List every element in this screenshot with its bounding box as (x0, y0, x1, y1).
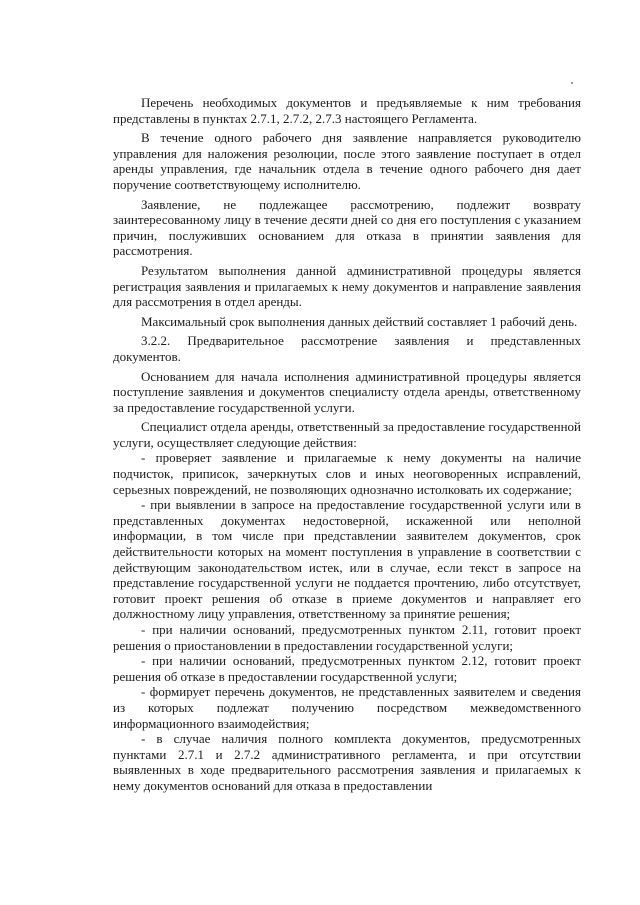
section-heading-3-2-2: 3.2.2. Предварительное рассмотрение заявления и представленных документов. (113, 333, 581, 364)
list-item-refusal-draft: - при выявлении в запросе на предоставление государственной услуги или в представленных документах недостоверной, искаженной или неполной информации, в том числе при представлении заявителем документов, срок действительности которых на момент поступления в управление в соответствии с действующим законодательством истек, или в случае, если текст в запросе на представление государственной услуги не поддается прочтению, либо отсутствует, готовит проект решения об отказе в приеме документов и направляет его должностному лицу управления, ответственному за принятие решения; (113, 497, 581, 622)
paragraph-resolution: В течение одного рабочего дня заявление направляется руководителю управления для наложения резолюции, после этого заявление поступает в отдел аренды управления, где начальник отдела в течение одного рабочего дня дает поручение соответствующему исполнителю. (113, 130, 581, 192)
paragraph-basis: Основанием для начала исполнения административной процедуры является поступление заявления и документов специалисту отдела аренды, ответственному за предоставление государственной услуги. (113, 368, 581, 415)
list-item-suspension-draft: - при наличии оснований, предусмотренных пунктом 2.11, готовит проект решения о приостановлении в предоставлении государственной услуги; (113, 622, 581, 653)
scan-dot (571, 82, 573, 84)
paragraph-documents-list: Перечень необходимых документов и предъявляемые к ним требования представлены в пунктах 2.7.1, 2.7.2, 2.7.3 настоящего Регламента. (113, 95, 581, 126)
document-body (113, 95, 581, 794)
paragraph-specialist-actions: Специалист отдела аренды, ответственный за предоставление государственной услуги, осуществляет следующие действия: (113, 419, 581, 450)
list-item-refusal-service: - при наличии оснований, предусмотренных пунктом 2.12, готовит проект решения об отказе в предоставлении государственной услуги; (113, 653, 581, 684)
list-item-interagency-list: - формирует перечень документов, не представленных заявителем и сведения из которых подлежат получению посредством межведомственного информационного взаимодействия; (113, 684, 581, 731)
paragraph-max-term: Максимальный срок выполнения данных действий составляет 1 рабочий день. (141, 313, 578, 329)
paragraph-return: Заявление, не подлежащее рассмотрению, подлежит возврату заинтересованному лицу в течение десяти дней со дня его поступления с указанием причин, послуживших основанием для отказа в принятии заявления для рассмотрения. (113, 196, 581, 259)
list-item-check-documents: - проверяет заявление и прилагаемые к нему документы на наличие подчисток, приписок, зачеркнутых слов и иных неоговоренных исправлений, серьезных повреждений, не позволяющих однозначно истолковать их содержание; (113, 450, 581, 497)
paragraph-result: Результатом выполнения данной административной процедуры является регистрация заявления и прилагаемых к нему документов и направление заявления для рассмотрения в отдел аренды. (113, 262, 581, 310)
list-item-complete-set: - в случае наличия полного комплекта документов, предусмотренных пунктами 2.7.1 и 2.7.2 административного регламента, и при отсутствии выявленных в ходе предварительного рассмотрения заявления и прилагаемых к нему документов оснований для отказа в предоставлении (113, 731, 581, 793)
